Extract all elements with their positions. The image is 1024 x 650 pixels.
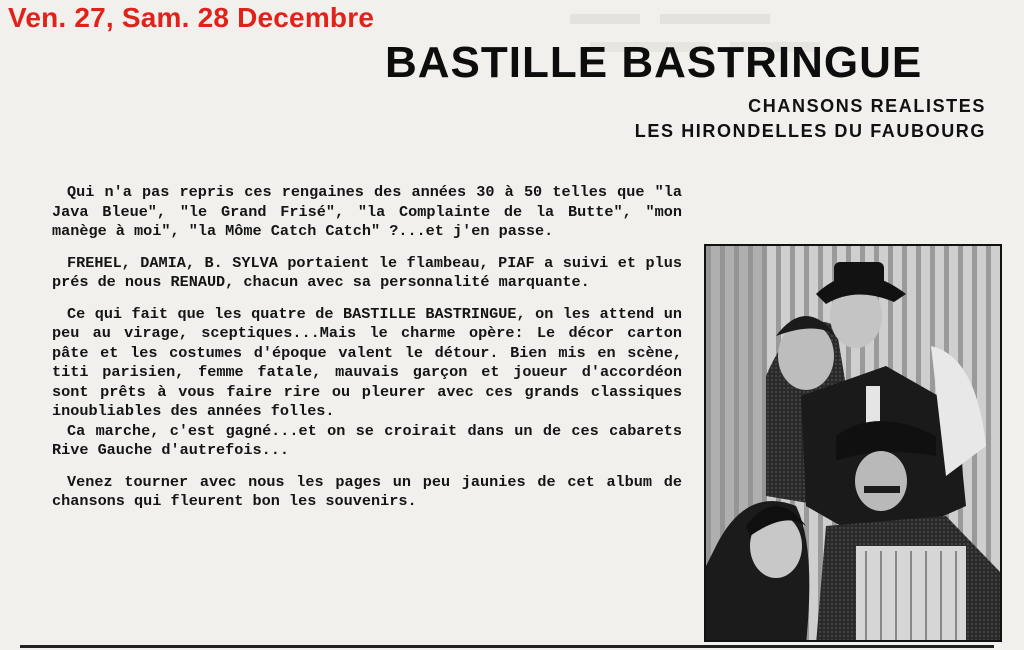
article-paragraph: Venez tourner avec nous les pages un peu jaunies de cet album de chansons qui fleurent bon les souvenirs. [52, 472, 682, 510]
event-date: Ven. 27, Sam. 28 Decembre [8, 2, 375, 33]
article-body [52, 183, 682, 524]
subtitle-troupe: LES HIRONDELLES DU FAUBOURG [634, 121, 986, 141]
article-paragraph: Qui n'a pas repris ces rengaines des années 30 à 50 telles que "la Java Bleue", "le Grand Frisé", "la Complainte de la Butte", "mon manège à moi", "la Môme Catch Catch" ?...et j'en passe. [52, 183, 682, 240]
subtitle-genre: CHANSONS REALISTES [748, 96, 986, 116]
article-paragraph: FREHEL, DAMIA, B. SYLVA portaient le flambeau, PIAF a suivi et plus prés de nous RENAUD, chacun avec sa personnalité marquante. [52, 253, 682, 291]
group-photo [704, 244, 1002, 642]
bottom-divider [20, 645, 994, 648]
group-photo-illustration [706, 246, 1002, 642]
article-paragraph: Ce qui fait que les quatre de BASTILLE BASTRINGUE, on les attend un peu au virage, sceptiques...Mais le charme opère: Le décor carton pâte et les costumes d'époque valent le détour. Bien mis en scène, titi parisien, femme fatale, mauvais garçon et joueur d'accordéon sont prêts à vous faire rire ou pleurer avec ces grands classiques inoubliables des années folles. [52, 304, 682, 420]
article-paragraph: Ca marche, c'est gagné...et on se croirait dans un de ces cabarets Rive Gauche d'autrefois... [52, 421, 682, 459]
show-title: BASTILLE BASTRINGUE [385, 38, 923, 87]
